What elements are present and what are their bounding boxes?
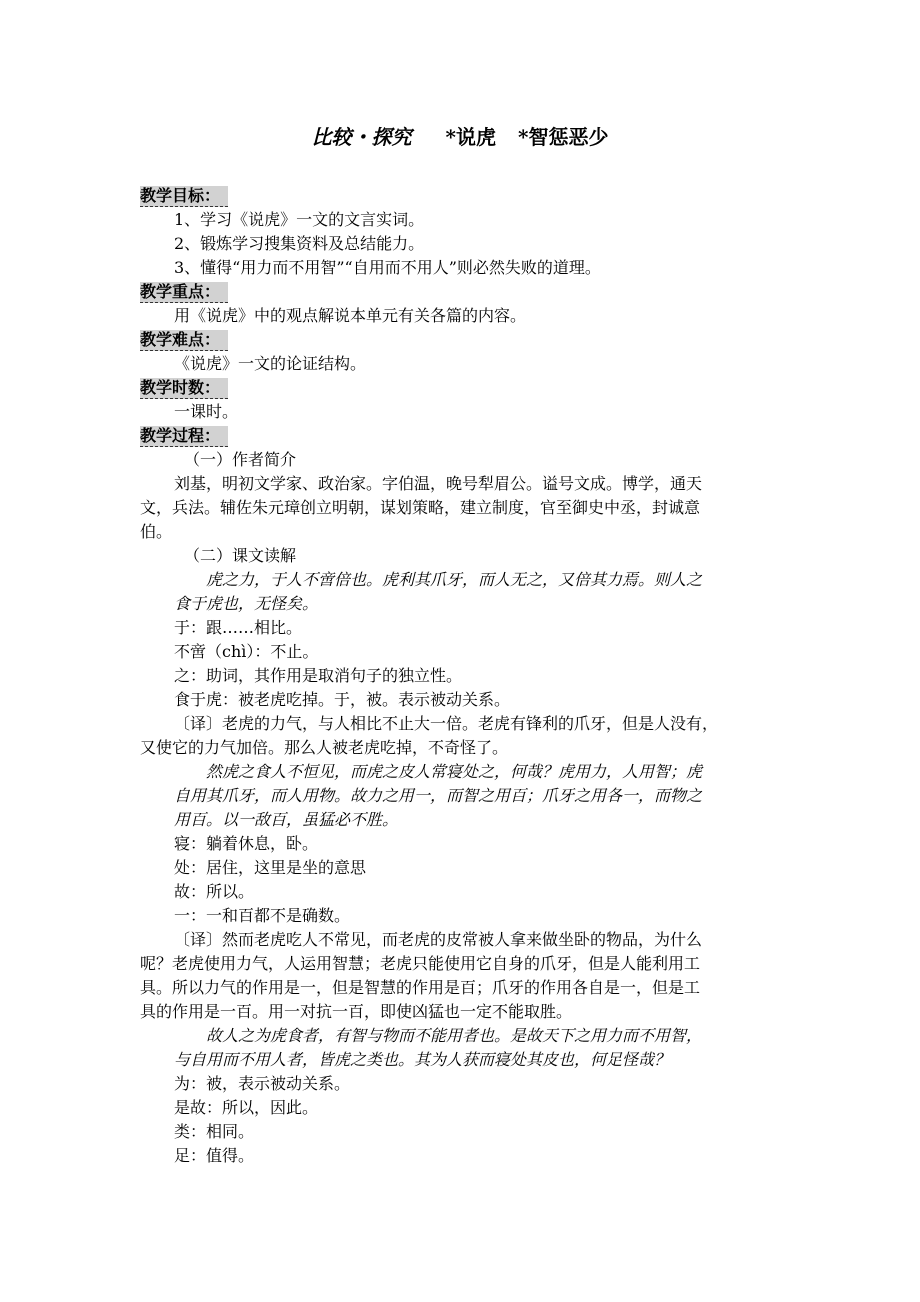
goal-item: 2、锻炼学习搜集资料及总结能力。 [174, 234, 425, 253]
note-item: 类：相同。 [174, 1122, 255, 1141]
note-item: 一：一和百都不是确数。 [174, 906, 351, 925]
difficulty-heading: 教学难点： [140, 330, 228, 351]
translation-line: 又使它的力气加倍。那么人被老虎吃掉，不奇怪了。 [140, 738, 509, 757]
note-item: 是故：所以，因此。 [174, 1098, 319, 1117]
note-item: 之：助词，其作用是取消句子的独立性。 [174, 666, 463, 685]
classical-line: 用百。以一敌百，虽猛必不胜。 [174, 810, 399, 829]
goal-item: 1、学习《说虎》一文的文言实词。 [174, 210, 425, 229]
process-heading: 教学过程： [140, 426, 228, 447]
translation-line: 〔译〕然而老虎吃人不常见，而老虎的皮常被人拿来做坐卧的物品，为什么 [174, 930, 703, 949]
title-part2: *说虎 [445, 125, 496, 149]
focus-heading: 教学重点： [140, 282, 228, 303]
author-subheading: （一）作者简介 [184, 450, 297, 469]
author-line: 刘基，明初文学家、政治家。字伯温，晚号犁眉公。谥号文成。博学，通天 [174, 474, 703, 493]
note-item: 足：值得。 [174, 1146, 255, 1165]
classical-line: 与自用而不用人者，皆虎之类也。其为人获而寝处其皮也，何足怪哉？ [174, 1050, 671, 1069]
difficulty-text: 《说虎》一文的论证结构。 [174, 354, 367, 373]
page-title [0, 121, 920, 150]
note-item: 不啻（chì）：不止。 [174, 642, 319, 661]
note-item: 于：跟……相比。 [174, 618, 303, 637]
classical-line: 然虎之食人不恒见，而虎之皮人常寝处之，何哉？虎用力，人用智；虎 [206, 762, 703, 781]
translation-line: 〔译〕老虎的力气，与人相比不止大一倍。老虎有锋利的爪牙，但是人没有， [174, 714, 719, 733]
note-item: 寝：躺着休息，卧。 [174, 834, 319, 853]
translation-line: 具。所以力气的作用是一，但是智慧的作用是百；爪牙的作用各自是一，但是工 [140, 978, 701, 997]
classical-line: 故人之为虎食者，有智与物而不能用者也。是故天下之用力而不用智， [206, 1026, 703, 1045]
classical-line: 食于虎也，无怪矣。 [174, 594, 319, 613]
document-body [140, 184, 780, 1168]
classical-line: 自用其爪牙，而人用物。故力之用一，而智之用百；爪牙之用各一，而物之 [174, 786, 703, 805]
hours-text: 一课时。 [174, 402, 239, 421]
reading-subheading: （二）课文读解 [184, 546, 297, 565]
note-item: 处：居住，这里是坐的意思 [174, 858, 367, 877]
author-line: 文，兵法。辅佐朱元璋创立明朝，谋划策略，建立制度，官至御史中丞，封诚意 [140, 498, 701, 517]
goals-heading: 教学目标： [140, 186, 228, 207]
classical-line: 虎之力，于人不啻倍也。虎利其爪牙，而人无之，又倍其力焉。则人之 [206, 570, 703, 589]
goal-item: 3、懂得“用力而不用智”“自用而不用人”则必然失败的道理。 [174, 258, 601, 277]
title-part1: 比较・探究 [311, 125, 412, 149]
note-item: 食于虎：被老虎吃掉。于，被。表示被动关系。 [174, 690, 511, 709]
author-line: 伯。 [140, 522, 173, 541]
focus-text: 用《说虎》中的观点解说本单元有关各篇的内容。 [174, 306, 527, 325]
note-item: 为：被，表示被动关系。 [174, 1074, 351, 1093]
translation-line: 呢？老虎使用力气，人运用智慧；老虎只能使用它自身的爪牙，但是人能利用工 [140, 954, 701, 973]
title-part3: *智惩恶少 [518, 125, 609, 149]
note-item: 故：所以。 [174, 882, 255, 901]
translation-line: 具的作用是一百。用一对抗一百，即使凶猛也一定不能取胜。 [140, 1002, 573, 1021]
hours-heading: 教学时数： [140, 378, 228, 399]
